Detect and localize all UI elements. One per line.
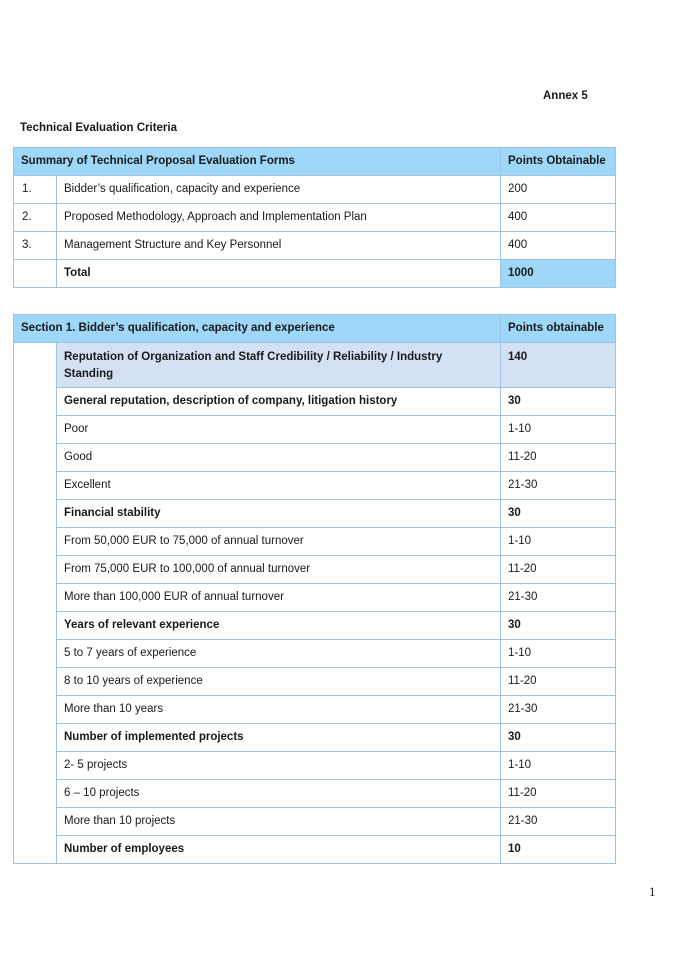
table-row <box>14 528 616 556</box>
reputation-row <box>14 343 616 388</box>
criterion-label: Years of relevant experience <box>57 612 501 640</box>
total-points: 1000 <box>501 260 616 288</box>
criterion-label: 6 – 10 projects <box>57 780 501 808</box>
criterion-label: More than 10 projects <box>57 808 501 836</box>
table-row <box>14 724 616 752</box>
table-row <box>14 500 616 528</box>
criterion-points: 21-30 <box>501 808 616 836</box>
table-row <box>14 584 616 612</box>
row-label: Management Structure and Key Personnel <box>57 232 501 260</box>
section1-header-label: Section 1. Bidder’s qualification, capacity and experience <box>14 315 501 343</box>
row-label: Bidder’s qualification, capacity and experience <box>57 176 501 204</box>
table-row <box>14 780 616 808</box>
row-number: 3. <box>14 232 57 260</box>
reputation-label: Reputation of Organization and Staff Credibility / Reliability / Industry Standing <box>57 343 501 388</box>
table-row <box>14 808 616 836</box>
table-row <box>14 472 616 500</box>
page-number: 1 <box>649 884 656 899</box>
criterion-label: General reputation, description of company, litigation history <box>57 388 501 416</box>
section1-header-row <box>14 315 616 343</box>
criterion-label: Financial stability <box>57 500 501 528</box>
table-row <box>14 388 616 416</box>
summary-header-row <box>14 148 616 176</box>
row-points: 400 <box>501 232 616 260</box>
criterion-points: 1-10 <box>501 640 616 668</box>
criterion-label: Good <box>57 444 501 472</box>
table-row <box>14 696 616 724</box>
summary-header-points: Points Obtainable <box>501 148 616 176</box>
table-row <box>14 556 616 584</box>
criterion-points: 21-30 <box>501 696 616 724</box>
criterion-label: 5 to 7 years of experience <box>57 640 501 668</box>
criterion-points: 30 <box>501 612 616 640</box>
criterion-label: More than 100,000 EUR of annual turnover <box>57 584 501 612</box>
row-label: Proposed Methodology, Approach and Implementation Plan <box>57 204 501 232</box>
table-row <box>14 176 616 204</box>
row-number: 1. <box>14 176 57 204</box>
section1-header-points: Points obtainable <box>501 315 616 343</box>
table-row <box>14 416 616 444</box>
row-points: 400 <box>501 204 616 232</box>
table-row <box>14 640 616 668</box>
criterion-label: From 75,000 EUR to 100,000 of annual turnover <box>57 556 501 584</box>
criterion-points: 11-20 <box>501 780 616 808</box>
row-number: 2. <box>14 204 57 232</box>
criterion-points: 10 <box>501 836 616 864</box>
criterion-points: 21-30 <box>501 584 616 612</box>
table-row <box>14 232 616 260</box>
criterion-label: Number of implemented projects <box>57 724 501 752</box>
criterion-points: 1-10 <box>501 416 616 444</box>
table-row <box>14 444 616 472</box>
criterion-label: Excellent <box>57 472 501 500</box>
total-label: Total <box>57 260 501 288</box>
side-cell <box>14 343 57 864</box>
table-row <box>14 612 616 640</box>
criterion-label: From 50,000 EUR to 75,000 of annual turnover <box>57 528 501 556</box>
table-row <box>14 752 616 780</box>
table-row <box>14 836 616 864</box>
criterion-points: 30 <box>501 500 616 528</box>
criterion-points: 11-20 <box>501 556 616 584</box>
criterion-label: 8 to 10 years of experience <box>57 668 501 696</box>
criterion-points: 11-20 <box>501 668 616 696</box>
summary-table <box>13 147 616 288</box>
summary-total-row <box>14 260 616 288</box>
criterion-points: 1-10 <box>501 752 616 780</box>
row-points: 200 <box>501 176 616 204</box>
table-row <box>14 204 616 232</box>
criterion-points: 1-10 <box>501 528 616 556</box>
criterion-points: 30 <box>501 388 616 416</box>
empty-cell <box>14 260 57 288</box>
criterion-points: 21-30 <box>501 472 616 500</box>
criterion-label: Number of employees <box>57 836 501 864</box>
summary-header-label: Summary of Technical Proposal Evaluation Forms <box>14 148 501 176</box>
annex-label: Annex 5 <box>543 90 588 102</box>
criterion-label: Poor <box>57 416 501 444</box>
table-row <box>14 668 616 696</box>
page-title: Technical Evaluation Criteria <box>20 122 178 134</box>
criterion-label: More than 10 years <box>57 696 501 724</box>
criterion-points: 30 <box>501 724 616 752</box>
criterion-points: 11-20 <box>501 444 616 472</box>
section1-table <box>13 314 616 864</box>
criterion-label: 2- 5 projects <box>57 752 501 780</box>
reputation-points: 140 <box>501 343 616 388</box>
